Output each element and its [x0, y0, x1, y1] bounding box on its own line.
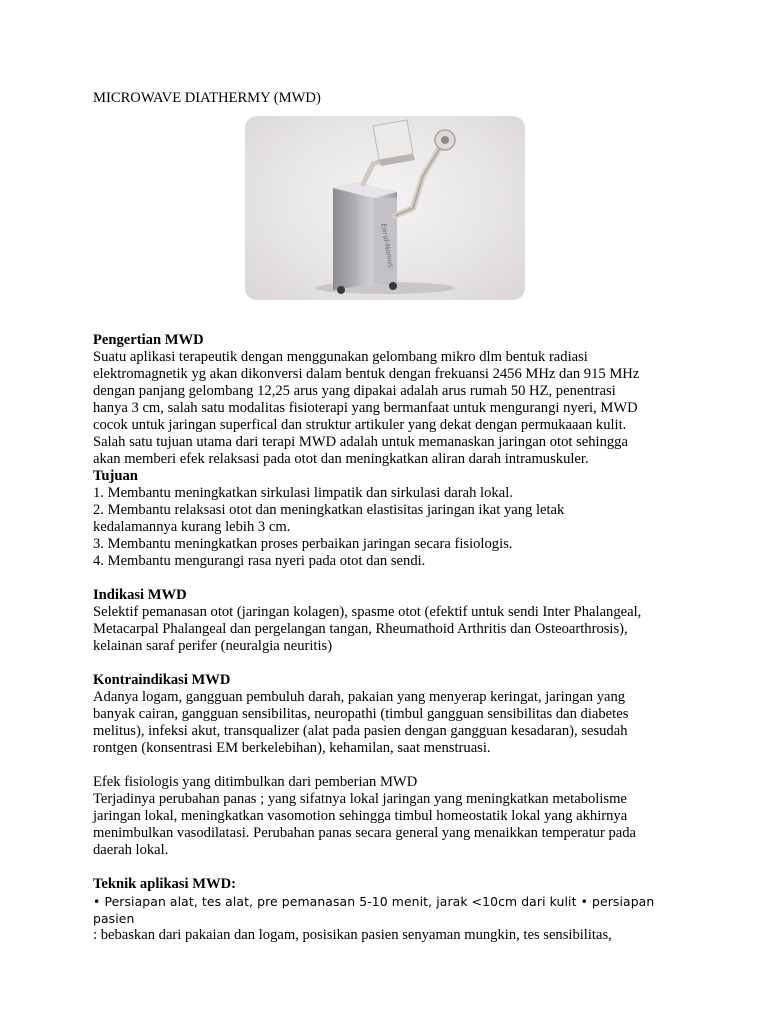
pengertian-line: akan memberi efek relaksasi pada otot dan meningkatkan aliran darah intramuskuler.	[93, 451, 589, 467]
pengertian-line: hanya 3 cm, salah satu modalitas fisioterapi yang bermanfaat untuk mengurangi nyeri, MWD	[93, 400, 638, 416]
efek-line: menimbulkan vasodilatasi. Perubahan panas secara general yang menaikkan temperatur pada	[93, 825, 636, 841]
tujuan-line: 1. Membantu meningkatkan sirkulasi limpatik dan sirkulasi darah lokal.	[93, 485, 513, 501]
teknik-line: : bebaskan dari pakaian dan logam, posisikan pasien senyaman mungkin, tes sensibilitas,	[93, 927, 612, 943]
pengertian-line: Suatu aplikasi terapeutik dengan menggunakan gelombang mikro dlm bentuk radiasi	[93, 349, 588, 365]
efek-line: Terjadinya perubahan panas ; yang sifatnya lokal jaringan yang meningkatkan metabolisme	[93, 791, 627, 807]
pengertian-line: Salah satu tujuan utama dari terapi MWD adalah untuk memanaskan jaringan otot sehingga	[93, 434, 628, 450]
heading-indikasi: Indikasi MWD	[93, 587, 187, 603]
efek-line: daerah lokal.	[93, 842, 169, 858]
teknik-line: • Persiapan alat, tes alat, pre pemanasan 5-10 menit, jarak <10cm dari kulit • persiapan pasien	[93, 894, 655, 926]
indikasi-line: kelainan saraf perifer (neuralgia neuritis)	[93, 638, 333, 654]
kontraindikasi-line: banyak cairan, gangguan sensibilitas, neuropathi (timbul gangguan sensibilitas dan diabetes	[93, 706, 629, 722]
heading-teknik: Teknik aplikasi MWD:	[93, 876, 237, 892]
heading-efek: Efek fisiologis yang ditimbulkan dari pemberian MWD	[93, 774, 418, 790]
device-brand-label: Enraf-Nonius	[379, 222, 395, 269]
tujuan-line: 4. Membantu mengurangi rasa nyeri pada otot dan sendi.	[93, 553, 426, 569]
document-title: MICROWAVE DIATHERMY (MWD)	[93, 90, 321, 106]
efek-line: jaringan lokal, meningkatkan vasomotion sehingga timbul homeostatik lokal yang akhirnya	[93, 808, 628, 824]
kontraindikasi-line: Adanya logam, gangguan pembuluh darah, pakaian yang menyerap keringat, jaringan yang	[93, 689, 626, 705]
tujuan-line: kedalamannya kurang lebih 3 cm.	[93, 519, 291, 535]
pengertian-line: dengan panjang gelombang 12,25 arus yang dipakai adalah arus rumah 50 HZ, penentrasi	[93, 383, 616, 399]
pengertian-line: elektromagnetik yg akan dikonversi dalam bentuk dengan frekuansi 2456 MHz dan 915 MHz	[93, 366, 640, 382]
mwd-device-illustration	[245, 116, 525, 300]
document-body	[93, 332, 693, 944]
kontraindikasi-line: rontgen (konsentrasi EM berkelebihan), kehamilan, saat menstruasi.	[93, 740, 491, 756]
paragraph-gap	[93, 570, 693, 587]
tujuan-line: 2. Membantu relaksasi otot dan meningkatkan elastisitas jaringan ikat yang letak	[93, 502, 565, 518]
paragraph-gap	[93, 655, 693, 672]
pengertian-line: cocok untuk jaringan superfical dan struktur artikuler yang dekat dengan permukaaan kulit.	[93, 417, 627, 433]
paragraph-gap	[93, 757, 693, 774]
tujuan-line: 3. Membantu meningkatkan proses perbaikan jaringan secara fisiologis.	[93, 536, 513, 552]
mwd-device-photo	[245, 116, 525, 300]
paragraph-gap	[93, 859, 693, 876]
heading-pengertian: Pengertian MWD	[93, 332, 204, 348]
kontraindikasi-line: melitus), infeksi akut, transqualizer (alat pada pasien dengan gangguan kesadaran), sesudah	[93, 723, 628, 739]
indikasi-line: Metacarpal Phalangeal dan pergelangan tangan, Rheumathoid Arthritis dan Osteoarthrosis),	[93, 621, 628, 637]
heading-tujuan: Tujuan	[93, 468, 138, 484]
heading-kontraindikasi: Kontraindikasi MWD	[93, 672, 231, 688]
indikasi-line: Selektif pemanasan otot (jaringan kolagen), spasme otot (efektif untuk sendi Inter Phalangeal,	[93, 604, 642, 620]
